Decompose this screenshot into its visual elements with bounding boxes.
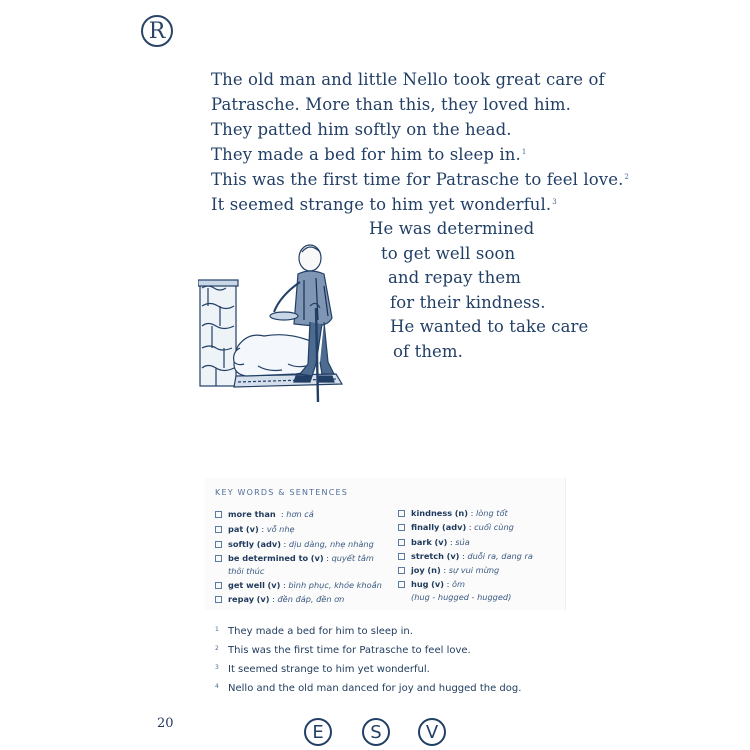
checkbox-icon[interactable] (398, 553, 405, 560)
footnote-number: 2 (215, 645, 219, 652)
story-line: They patted him softly on the head. (211, 120, 512, 139)
key-words-title: KEY WORDS & SENTENCES (215, 488, 349, 497)
keyword-item: more than : hơn cả (215, 509, 314, 519)
keyword-continuation: (hug - hugged - hugged) (411, 592, 512, 602)
keyword-item: kindness (n) : lòng tốt (398, 508, 508, 518)
keyword-item: pat (v) : vỗ nhẹ (215, 524, 295, 534)
story-line: This was the first time for Patrasche to feel love.$^2$ (211, 170, 629, 189)
story-line: He was determined (369, 219, 535, 238)
story-line: He wanted to take care (390, 317, 589, 336)
checkbox-icon[interactable] (215, 582, 222, 589)
story-line: Patrasche. More than this, they loved him. (211, 95, 572, 114)
checkbox-icon[interactable] (398, 510, 405, 517)
footnote-text: Nello and the old man danced for joy and hugged the dog. (228, 683, 522, 694)
footnote-number: 3 (215, 664, 219, 671)
checkbox-icon[interactable] (398, 539, 405, 546)
footnote-number: 1 (215, 626, 219, 633)
keyword-item: stretch (v) : duỗi ra, dang ra (398, 551, 533, 561)
keyword-item: finally (adv) : cuối cùng (398, 522, 514, 532)
checkbox-icon[interactable] (215, 511, 222, 518)
story-line: They made a bed for him to sleep in.$^1$ (211, 145, 527, 164)
keyword-item: be determined to (v) : quyết tâm (215, 553, 374, 563)
old-man-feeding-dog-illustration (198, 236, 354, 412)
story-line: It seemed strange to him yet wonderful.$^3$ (211, 195, 557, 214)
checkbox-icon[interactable] (398, 567, 405, 574)
keyword-continuation: thôi thúc (228, 566, 265, 576)
keyword-item: get well (v) : bình phục, khỏe khoắn (215, 580, 382, 590)
checkbox-icon[interactable] (215, 596, 222, 603)
footnote-number: 4 (215, 683, 219, 690)
story-line: of them. (393, 342, 463, 361)
keyword-item: joy (n) : sự vui mừng (398, 565, 499, 575)
checkbox-icon[interactable] (215, 526, 222, 533)
circle-s-icon: S (362, 718, 390, 746)
checkbox-icon[interactable] (215, 555, 222, 562)
keyword-item: hug (v) : ôm (398, 579, 465, 589)
footnote-text: They made a bed for him to sleep in. (228, 626, 413, 637)
footnote-text: This was the first time for Patrasche to feel love. (228, 645, 471, 656)
circle-v-icon: V (418, 718, 446, 746)
checkbox-icon[interactable] (398, 524, 405, 531)
checkbox-icon[interactable] (215, 541, 222, 548)
keyword-item: bark (v) : sủa (398, 537, 470, 547)
footnote-text: It seemed strange to him yet wonderful. (228, 664, 430, 675)
checkbox-icon[interactable] (398, 581, 405, 588)
story-line: and repay them (388, 268, 521, 287)
page-number: 20 (157, 716, 174, 731)
story-line: The old man and little Nello took great care of (211, 70, 605, 89)
registered-icon: R (141, 15, 173, 47)
keyword-item: softly (adv) : dịu dàng, nhẹ nhàng (215, 539, 374, 549)
circle-e-icon: E (304, 718, 332, 746)
story-line: for their kindness. (390, 293, 546, 312)
story-line: to get well soon (381, 244, 516, 263)
keyword-item: repay (v) : đền đáp, đền ơn (215, 594, 344, 604)
